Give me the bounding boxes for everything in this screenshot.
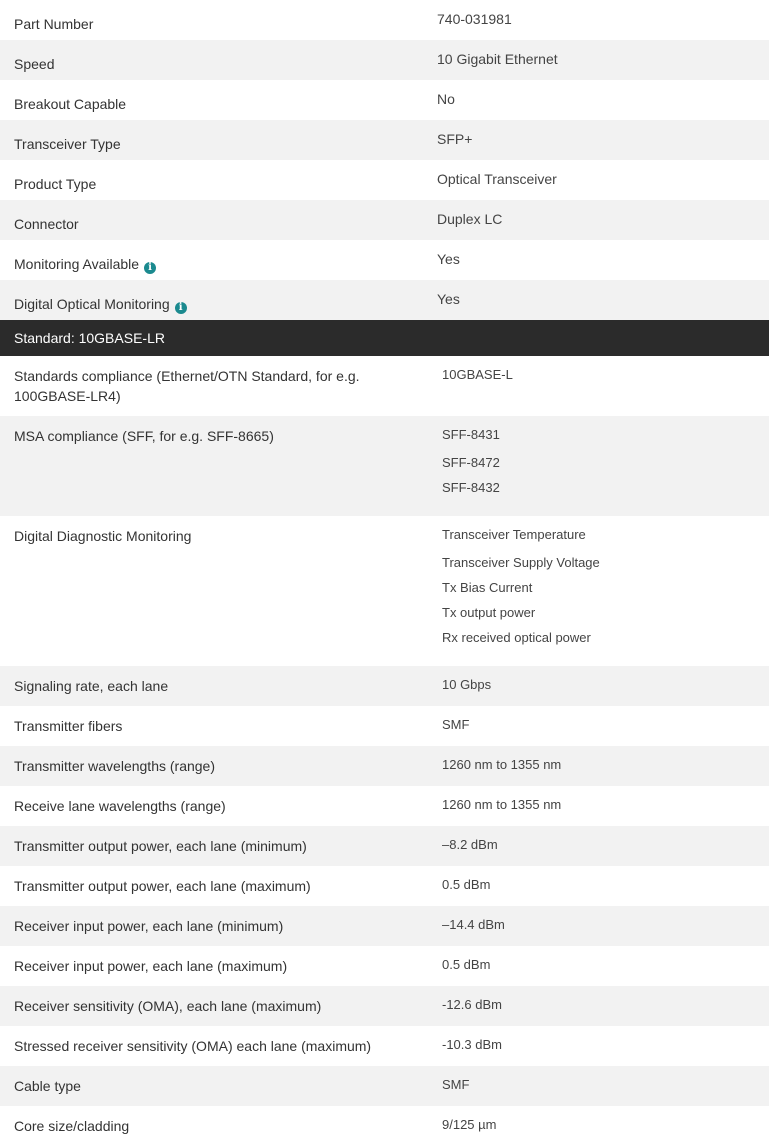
row-value: 10 Gbps xyxy=(442,677,492,692)
table-row xyxy=(0,1106,769,1146)
row-label xyxy=(14,214,79,234)
table-row xyxy=(0,826,769,866)
row-label xyxy=(14,294,187,314)
table-row xyxy=(0,0,769,40)
row-label: Receiver input power, each lane (maximum) xyxy=(14,958,288,974)
table-row xyxy=(0,416,769,516)
table-row xyxy=(0,786,769,826)
standard-spec-table xyxy=(0,356,769,1146)
table-row xyxy=(0,240,769,280)
row-values xyxy=(442,755,561,780)
row-label: Transmitter output power, each lane (maximum) xyxy=(14,878,311,894)
table-row xyxy=(0,866,769,906)
row-value: SFF-8431 xyxy=(442,427,500,442)
table-row xyxy=(0,356,769,416)
section-header xyxy=(0,320,769,356)
row-value: Yes xyxy=(437,251,460,267)
row-value: Optical Transceiver xyxy=(437,171,557,187)
info-icon[interactable]: i xyxy=(175,302,187,314)
row-value: Yes xyxy=(437,291,460,307)
row-label xyxy=(14,94,126,114)
row-values xyxy=(442,875,490,900)
table-row xyxy=(0,80,769,120)
table-row xyxy=(0,946,769,986)
row-label: MSA compliance (SFF, for e.g. SFF-8665) xyxy=(14,428,274,444)
row-value: 0.5 dBm xyxy=(442,957,491,972)
row-label-text: Speed xyxy=(14,56,55,72)
row-label: Receiver sensitivity (OMA), each lane (maximum) xyxy=(14,998,322,1014)
row-label: Signaling rate, each lane xyxy=(14,678,169,694)
row-value: 10 Gigabit Ethernet xyxy=(437,51,558,67)
table-row xyxy=(0,1066,769,1106)
row-value: Tx output power xyxy=(442,605,536,620)
row-values xyxy=(442,365,513,390)
summary-table xyxy=(0,0,769,320)
row-label: Transmitter wavelengths (range) xyxy=(14,758,216,774)
table-row xyxy=(0,746,769,786)
row-label xyxy=(14,254,156,274)
row-label-text: Monitoring Available xyxy=(14,256,140,272)
row-value: -10.3 dBm xyxy=(442,1037,502,1052)
row-values xyxy=(442,1115,496,1140)
table-row xyxy=(0,40,769,80)
row-value: 1260 nm to 1355 nm xyxy=(442,757,562,772)
table-row xyxy=(0,160,769,200)
row-label: Transmitter fibers xyxy=(14,718,123,734)
table-row xyxy=(0,120,769,160)
row-values xyxy=(442,955,490,980)
info-icon[interactable]: i xyxy=(144,262,156,274)
table-row xyxy=(0,706,769,746)
row-value: 740-031981 xyxy=(437,11,512,27)
row-label xyxy=(14,174,96,194)
row-value: SMF xyxy=(442,1077,470,1092)
row-label: Transmitter output power, each lane (minimum) xyxy=(14,838,307,854)
row-values xyxy=(442,1075,469,1100)
row-value: 9/125 µm xyxy=(442,1117,497,1132)
table-row xyxy=(0,516,769,666)
row-values xyxy=(442,425,500,500)
row-label xyxy=(14,14,93,34)
row-label xyxy=(14,134,121,154)
table-row xyxy=(0,200,769,240)
table-row xyxy=(0,1026,769,1066)
row-label: Receiver input power, each lane (minimum) xyxy=(14,918,284,934)
table-row xyxy=(0,666,769,706)
row-value: –14.4 dBm xyxy=(442,917,505,932)
row-label xyxy=(14,54,54,74)
row-label: Standards compliance (Ethernet/OTN Standard, for e.g. 100GBASE-LR4) xyxy=(14,368,360,404)
row-label: Receive lane wavelengths (range) xyxy=(14,798,226,814)
row-value: No xyxy=(437,91,455,107)
row-value: Transceiver Temperature xyxy=(442,527,586,542)
row-value: –8.2 dBm xyxy=(442,837,498,852)
row-values xyxy=(442,675,491,700)
row-value: Tx Bias Current xyxy=(442,580,533,595)
row-values xyxy=(442,525,600,650)
row-value: SFP+ xyxy=(437,131,473,147)
row-values xyxy=(442,795,561,820)
row-label-text: Product Type xyxy=(14,176,97,192)
row-values xyxy=(442,835,498,860)
row-value: 0.5 dBm xyxy=(442,877,491,892)
row-label-text: Digital Optical Monitoring xyxy=(14,296,170,312)
row-value: 10GBASE-L xyxy=(442,367,513,382)
row-label-text: Part Number xyxy=(14,16,94,32)
row-value: Rx received optical power xyxy=(442,630,591,645)
row-values xyxy=(442,915,505,940)
row-values xyxy=(442,995,502,1020)
row-value: SMF xyxy=(442,717,470,732)
row-label: Cable type xyxy=(14,1078,81,1094)
row-label: Core size/cladding xyxy=(14,1118,130,1134)
row-value: 1260 nm to 1355 nm xyxy=(442,797,562,812)
row-value: SFF-8432 xyxy=(442,480,500,495)
row-label-text: Connector xyxy=(14,216,79,232)
section-title: Standard: 10GBASE-LR xyxy=(14,330,165,346)
row-label-text: Transceiver Type xyxy=(14,136,121,152)
row-label: Stressed receiver sensitivity (OMA) each lane (maximum) xyxy=(14,1038,372,1054)
row-values xyxy=(442,715,469,740)
row-value: Transceiver Supply Voltage xyxy=(442,555,600,570)
table-row xyxy=(0,280,769,320)
table-row xyxy=(0,906,769,946)
row-values xyxy=(442,1035,502,1060)
row-label-text: Breakout Capable xyxy=(14,96,127,112)
row-value: SFF-8472 xyxy=(442,455,500,470)
row-value: -12.6 dBm xyxy=(442,997,502,1012)
table-row xyxy=(0,986,769,1026)
row-value: Duplex LC xyxy=(437,211,503,227)
row-label: Digital Diagnostic Monitoring xyxy=(14,528,192,544)
